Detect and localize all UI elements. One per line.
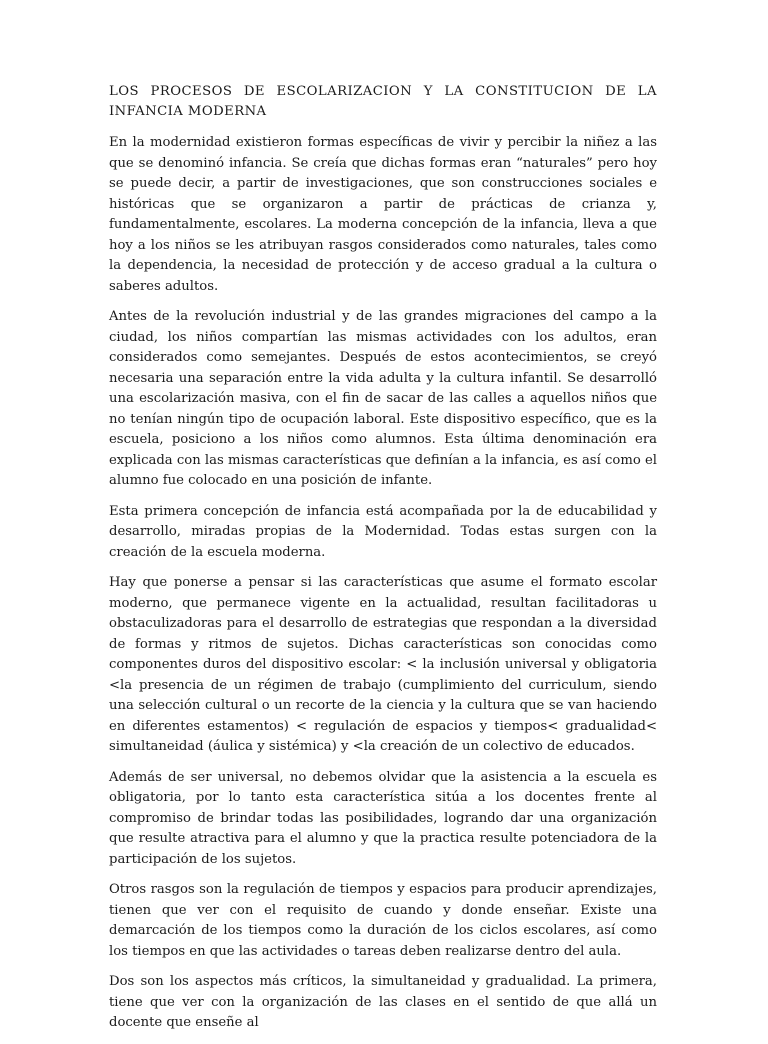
paragraph-5: Además de ser universal, no debemos olvidar que la asistencia a la escuela es obligatoria, por lo tanto esta característica sitúa a los docentes frente al compromiso de brindar todas las posibilidades, logrando dar una organización que resulte atractiva para el alumno y que la practica resulte potenciadora de la participación de los sujetos.: [109, 769, 657, 867]
paragraph-3: Esta primera concepción de infancia está acompañada por la de educabilidad y desarrollo, miradas propias de la Modernidad. Todas estas surgen con la creación de la escuela moderna.: [109, 503, 657, 560]
paragraph-6: Otros rasgos son la regulación de tiempos y espacios para producir aprendizajes, tienen que ver con el requisito de cuando y donde enseñar. Existe una demarcación de los tiempos como la duración de los ciclos escolares, así como los tiempos en que las actividades o tareas deben realizarse dentro del aula.: [109, 882, 657, 959]
document-page: [109, 82, 657, 1044]
paragraph-2: Antes de la revolución industrial y de las grandes migraciones del campo a la ciudad, los niños compartían las mismas actividades con los adultos, eran considerados como semejantes. Después de estos acontecimientos, se creyó necesaria una separación entre la vida adulta y la cultura infantil. Se desarrolló una escolarización masiva, con el fin de sacar de las calles a aquellos niños que no tenían ningún tipo de ocupación laboral. Este dispositivo específico, que es la escuela, posiciono a los niños como alumnos. Esta última denominación era explicada con las mismas características que definían a la infancia, es así como el alumno fue colocado en una posición de infante.: [109, 309, 657, 488]
paragraph-1: En la modernidad existieron formas específicas de vivir y percibir la niñez a las que se denominó infancia. Se creía que dichas formas eran “naturales” pero hoy se puede decir, a partir de investigaciones, que son construcciones sociales e históricas que se organizaron a partir de prácticas de crianza y, fundamentalmente, escolares. La moderna concepción de la infancia, lleva a que hoy a los niños se les atribuyan rasgos considerados como naturales, tales como la dependencia, la necesidad de protección y de acceso gradual a la cultura o saberes adultos.: [109, 135, 657, 294]
paragraph-4: Hay que ponerse a pensar si las características que asume el formato escolar moderno, que permanece vigente en la actualidad, resultan facilitadoras u obstaculizadoras para el desarrollo de estrategias que respondan a la diversidad de formas y ritmos de sujetos. Dichas características son conocidas como componentes duros del dispositivo escolar: < la inclusión universal y obligatoria <la presencia de un régimen de trabajo (cumplimiento del curriculum, siendo una selección cultural o un recorte de la ciencia y la cultura que se van haciendo en diferentes estamentos) < regulación de espacios y tiempos< gradualidad< simultaneidad (áulica y sistémica) y <la creación de un colectivo de educados.: [109, 575, 657, 754]
paragraph-7: Dos son los aspectos más críticos, la simultaneidad y gradualidad. La primera, tiene que ver con la organización de las clases en el sentido de que allá un docente que enseñe al: [109, 974, 657, 1030]
document-title: LOS PROCESOS DE ESCOLARIZACION Y LA CONSTITUCION DE LA INFANCIA MODERNA: [109, 84, 657, 119]
